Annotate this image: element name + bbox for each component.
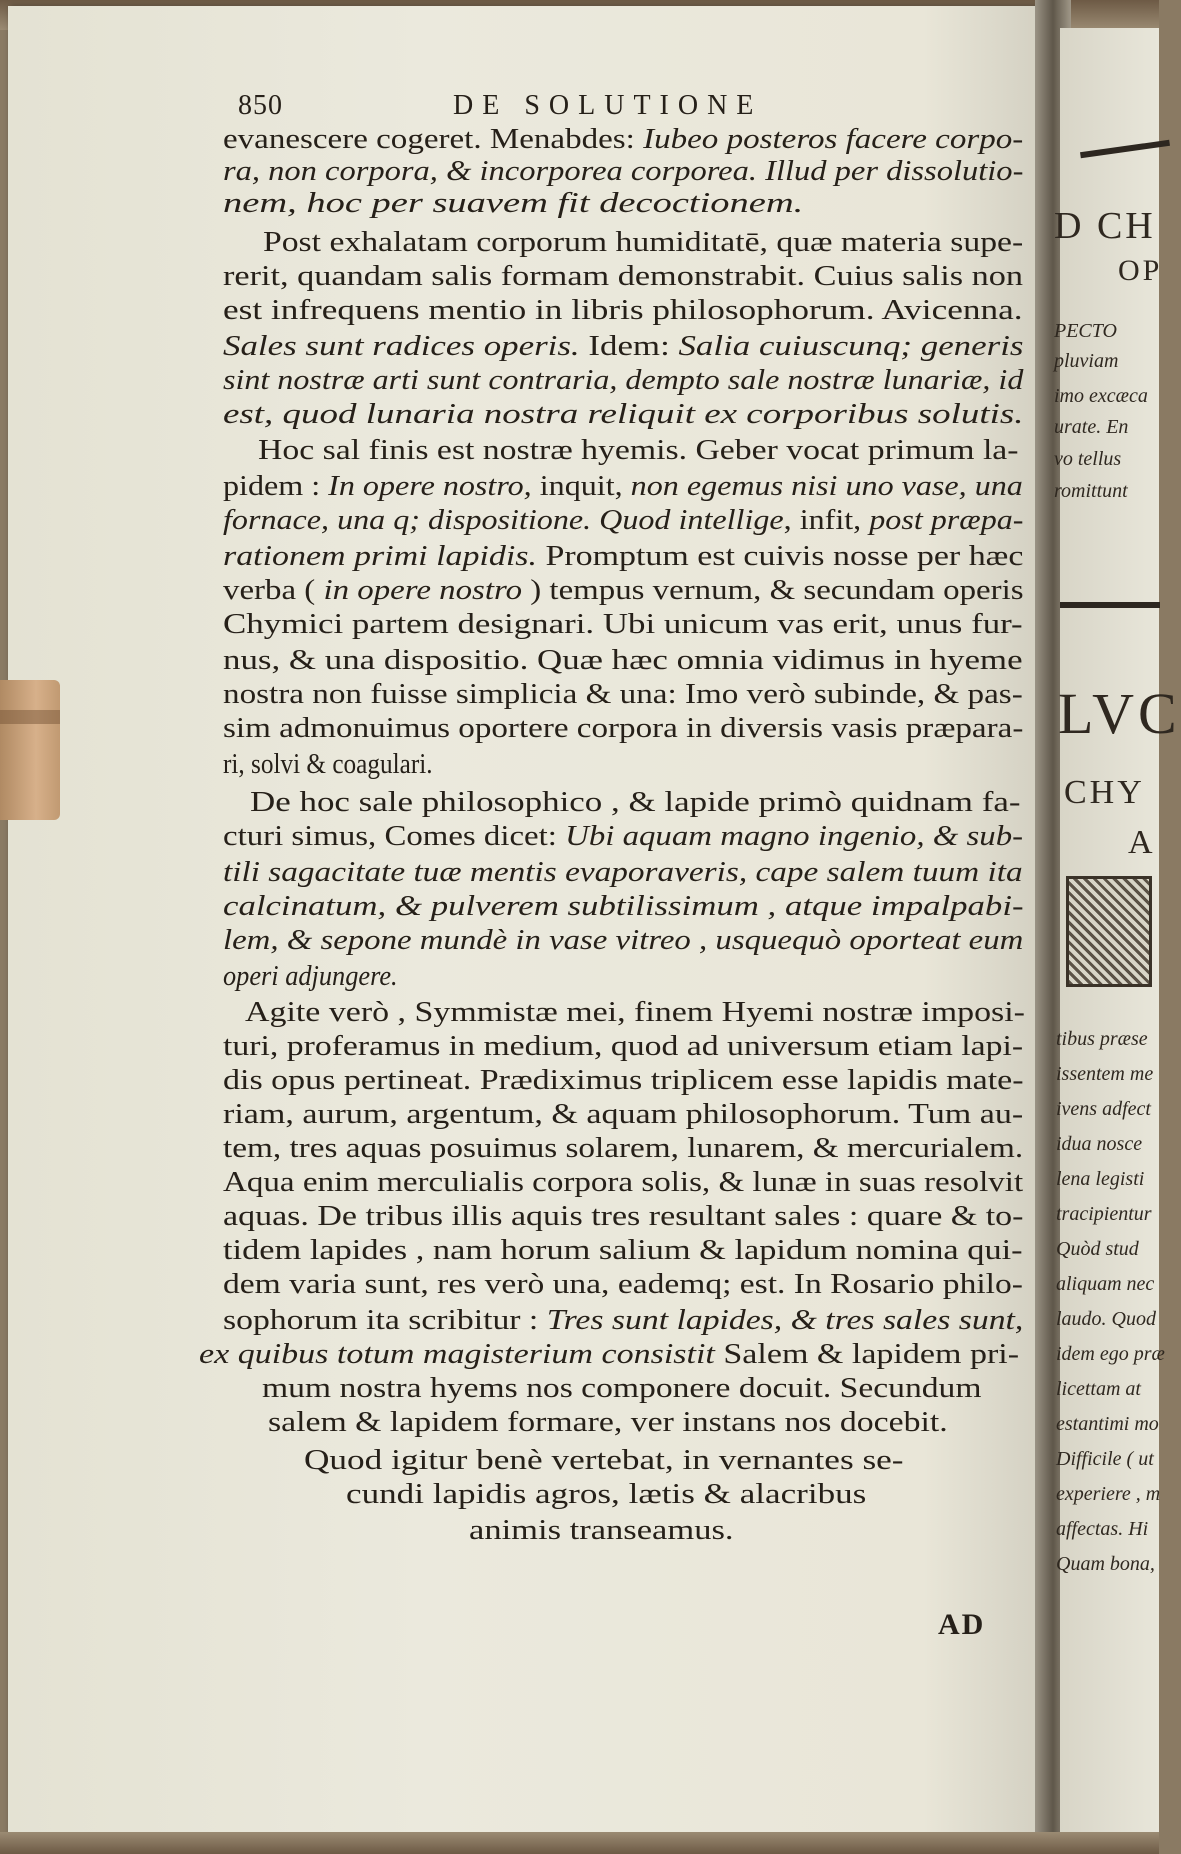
- page-tab-marker: [0, 680, 60, 820]
- italic-text: non egemus nisi uno vase, una: [630, 471, 1023, 502]
- italic-text: Iubeo posteros facere corpo-: [643, 124, 1024, 155]
- line-text: mum nostra hyems nos componere docuit. Secundum: [262, 1373, 982, 1404]
- line-text: tidem lapides , nam horum salium & lapidum nomina qui-: [223, 1235, 1023, 1266]
- right-page-line: vo tellus: [1054, 448, 1122, 470]
- line-text: dem varia sunt, res verò una, eademq; est. In Rosario philo-: [223, 1269, 1023, 1300]
- text-line: [223, 540, 1023, 574]
- text-line: [223, 644, 1023, 678]
- catchword: AD: [938, 1608, 986, 1641]
- left-page: [8, 6, 1048, 1840]
- line-text: evanescere cogeret. Menabdes:: [223, 124, 644, 155]
- line-text: Aqua enim merculialis corpora solis, & lunæ in suas resolvit: [223, 1167, 1024, 1198]
- text-line: [223, 1268, 1023, 1302]
- text-line: [245, 996, 1025, 1030]
- running-title: DE SOLUTIONE: [453, 90, 763, 121]
- line-text: est infrequens mentio in libris philosophorum. Avicenna.: [223, 295, 1023, 326]
- line-text: turi, proferamus in medium, quod ad universum etiam lapi-: [223, 1031, 1024, 1062]
- text-line: [223, 1200, 1024, 1234]
- chy-fragment: CHY: [1064, 774, 1145, 811]
- text-line: [223, 330, 1023, 364]
- right-page-line: lena legisti: [1056, 1168, 1145, 1190]
- italic-text: post præpa-: [869, 505, 1024, 536]
- right-page-line: tibus præse: [1056, 1028, 1148, 1050]
- text-line: [223, 748, 433, 782]
- line-text: Chymici partem designari. Ubi unicum vas erit, unus fur-: [223, 609, 1023, 640]
- text-line: [223, 1304, 1023, 1338]
- right-page-line: idua nosce: [1056, 1133, 1143, 1155]
- italic-text: Tres sunt lapides, & tres sales sunt,: [546, 1305, 1024, 1336]
- text-line: [223, 398, 1024, 432]
- text-line: [223, 364, 1023, 398]
- line-text: ) tempus vernum, & secundam operis: [522, 575, 1024, 606]
- heading-fragment: D CH: [1054, 205, 1156, 247]
- line-text: cundi lapidis agros, lætis & alacribus: [346, 1479, 867, 1510]
- sub-fragment: OP: [1118, 254, 1163, 287]
- right-page-line: urate. En: [1054, 416, 1129, 438]
- text-line: [223, 1098, 1023, 1132]
- line-text: Idem:: [579, 331, 679, 362]
- text-line: [223, 1166, 1023, 1200]
- line-text: ri, solvi & coagulari.: [223, 749, 433, 780]
- text-line: [223, 123, 1023, 157]
- right-page-line: ivens adfect: [1056, 1098, 1151, 1120]
- text-line: [304, 1444, 904, 1478]
- line-text: Quod igitur benè vertebat, in vernantes se-: [304, 1445, 904, 1476]
- text-line: [223, 294, 1023, 328]
- italic-text: sint nostræ arti sunt contraria, dempto sale nostræ lunariæ, id: [223, 365, 1024, 396]
- text-line: [223, 712, 1023, 746]
- line-text: sim admonuimus oportere corpora in diversis vasis præpara-: [223, 713, 1024, 744]
- italic-text: rationem primi lapidis.: [223, 541, 537, 572]
- right-page-line: licettam at: [1056, 1378, 1141, 1400]
- big-heading-fragment: LVC: [1058, 681, 1181, 746]
- line-text: inquit,: [531, 471, 631, 502]
- decorated-initial: [1066, 876, 1152, 987]
- italic-text: nem, hoc per suavem fit decoctionem.: [223, 188, 804, 219]
- text-line: [258, 434, 1019, 468]
- a-fragment: A: [1128, 824, 1156, 861]
- line-text: salem & lapidem formare, ver instans nos docebit.: [268, 1407, 948, 1438]
- text-line: [223, 820, 1023, 854]
- page-number: 850: [238, 90, 283, 121]
- italic-text: calcinatum, & pulverem subtilissimum , atque impalpabi-: [223, 891, 1024, 922]
- rule-line: [1080, 140, 1170, 158]
- italic-text: lem, & sepone mundè in vase vitreo , usquequò oporteat eum: [223, 925, 1024, 956]
- line-text: riam, aurum, argentum, & aquam philosophorum. Tum au-: [223, 1099, 1024, 1130]
- right-page-line: aliquam nec: [1056, 1273, 1155, 1295]
- right-page-line: tracipientur: [1056, 1203, 1152, 1225]
- text-line: [268, 1406, 948, 1440]
- line-text: Post exhalatam corporum humiditatē, quæ materia supe-: [263, 227, 1024, 258]
- right-page-line: romittunt: [1054, 480, 1128, 502]
- text-line: [223, 574, 1024, 608]
- italic-text: Salia cuiuscunq; generis: [678, 331, 1024, 362]
- italic-text: in opere nostro: [323, 575, 523, 606]
- italic-text: est, quod lunaria nostra reliquit ex corporibus solutis.: [223, 399, 1024, 430]
- text-line: [223, 678, 1023, 712]
- right-page-line: PECTO: [1054, 320, 1117, 342]
- line-text: , infit,: [783, 505, 870, 536]
- right-page-line: Difficile ( ut: [1056, 1448, 1154, 1470]
- text-line: [223, 504, 1023, 538]
- line-text: animis transeamus.: [469, 1515, 734, 1546]
- text-line: [250, 786, 1021, 820]
- text-line: [223, 1234, 1023, 1268]
- line-text: tem, tres aquas posuimus solarem, lunarem, & mercurialem.: [223, 1133, 1024, 1164]
- line-text: pidem :: [223, 471, 329, 502]
- text-line: [346, 1478, 866, 1512]
- text-line: [223, 890, 1024, 924]
- italic-text: ex quibus totum magisterium consistit: [199, 1339, 715, 1370]
- text-line: [199, 1338, 1019, 1372]
- right-page-line: issentem me: [1056, 1063, 1154, 1085]
- line-text: Hoc sal finis est nostræ hyemis. Geber vocat primum la-: [258, 435, 1019, 466]
- italic-text: Sales sunt radices operis.: [223, 331, 580, 362]
- italic-text: fornace, una q; dispositione. Quod intellige: [223, 505, 784, 536]
- text-line: [223, 1064, 1024, 1098]
- text-line: [223, 924, 1023, 958]
- line-text: verba (: [223, 575, 324, 606]
- line-text: cturi simus, Comes dicet:: [223, 821, 566, 852]
- line-text: Promptum est cuivis nosse per hæc: [536, 541, 1024, 572]
- text-line: [223, 155, 1023, 189]
- line-text: Salem & lapidem pri-: [714, 1339, 1020, 1370]
- line-text: nostra non fuisse simplicia & una: Imo verò subinde, & pas-: [223, 679, 1023, 710]
- text-line: [223, 960, 398, 994]
- line-text: Agite verò , Symmistæ mei, finem Hyemi nostræ imposi-: [245, 997, 1025, 1028]
- italic-text: tili sagacitate tuæ mentis evaporaveris, cape salem tuum ita: [223, 857, 1023, 888]
- text-line: [223, 1030, 1023, 1064]
- right-page-line: imo excæca: [1054, 385, 1148, 407]
- line-text: sophorum ita scribitur :: [223, 1305, 547, 1336]
- text-line: [223, 608, 1023, 642]
- right-page-line: experiere , m: [1056, 1483, 1161, 1505]
- line-text: nus, & una dispositio. Quæ hæc omnia vidimus in hyeme: [223, 645, 1023, 676]
- line-text: dis opus pertineat. Prædiximus triplicem esse lapidis mate-: [223, 1065, 1024, 1096]
- book-edge-bottom: [0, 1832, 1159, 1854]
- rule-line: [1060, 602, 1160, 608]
- line-text: aquas. De tribus illis aquis tres resultant sales : quare & to-: [223, 1201, 1024, 1232]
- text-line: [263, 226, 1023, 260]
- right-page-line: estantimi mo: [1056, 1413, 1159, 1435]
- text-line: [223, 1132, 1023, 1166]
- right-page-line: pluviam: [1054, 350, 1119, 372]
- text-line: [223, 260, 1023, 294]
- right-page-line: idem ego præ: [1056, 1343, 1165, 1365]
- right-page-line: affectas. Hi: [1056, 1518, 1149, 1540]
- right-page-line: Quam bona,: [1056, 1553, 1155, 1575]
- text-line: [262, 1372, 981, 1406]
- text-line: [223, 856, 1023, 890]
- italic-text: Ubi aquam magno ingenio, & sub-: [565, 821, 1024, 852]
- text-line: [223, 470, 1023, 504]
- italic-text: ra, non corpora, & incorporea corporea. Illud per dissolutio-: [223, 156, 1024, 187]
- right-page-line: laudo. Quod: [1056, 1308, 1156, 1330]
- line-text: De hoc sale philosophico , & lapide primò quidnam fa-: [250, 787, 1021, 818]
- italic-text: In opere nostro,: [328, 471, 532, 502]
- line-text: rerit, quandam salis formam demonstrabit. Cuius salis non: [223, 261, 1024, 292]
- text-line: [223, 187, 803, 221]
- italic-text: operi adjungere.: [223, 961, 398, 992]
- right-page-fragment: [1054, 28, 1181, 1844]
- right-page-line: Quòd stud: [1056, 1238, 1139, 1260]
- text-line: [469, 1514, 734, 1548]
